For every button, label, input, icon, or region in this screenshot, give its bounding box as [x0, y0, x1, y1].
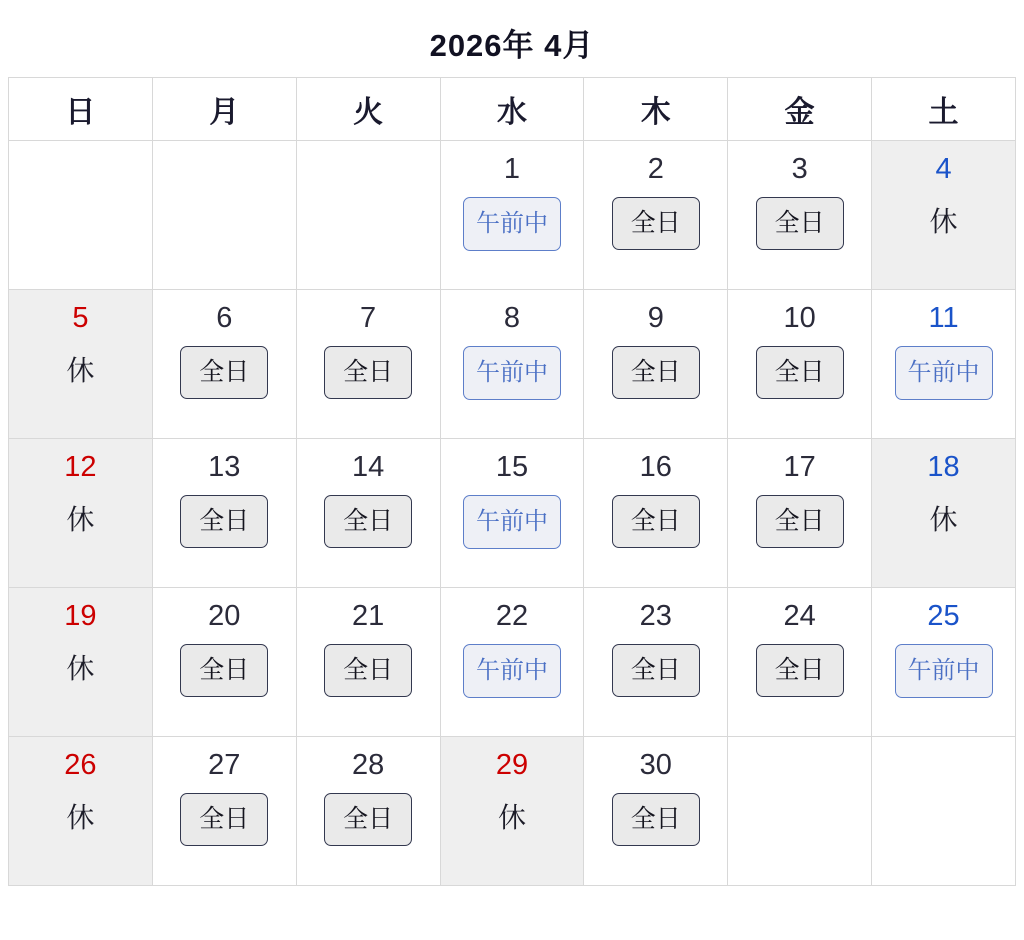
- allday-availability-badge[interactable]: 全日: [756, 495, 844, 548]
- morning-availability-badge[interactable]: 午前中: [895, 346, 993, 400]
- day-number: 13: [208, 451, 241, 483]
- weekday-header-mon: 月: [152, 78, 296, 141]
- day-number: 27: [208, 749, 241, 781]
- day-number: 12: [64, 451, 97, 483]
- calendar-day-cell[interactable]: [9, 737, 153, 886]
- allday-availability-badge[interactable]: 全日: [756, 346, 844, 399]
- day-number: 3: [791, 153, 808, 185]
- allday-availability-badge[interactable]: 全日: [324, 793, 412, 846]
- calendar-day-cell[interactable]: [584, 290, 728, 439]
- calendar-day-cell[interactable]: [440, 141, 584, 290]
- day-number: 30: [639, 749, 672, 781]
- calendar-week-row: [9, 439, 1016, 588]
- allday-availability-badge[interactable]: 全日: [612, 346, 700, 399]
- weekday-header-fri: 金: [728, 78, 872, 141]
- calendar-week-row: [9, 737, 1016, 886]
- calendar-day-cell[interactable]: [584, 737, 728, 886]
- calendar-day-cell[interactable]: [440, 439, 584, 588]
- calendar-day-cell[interactable]: [9, 439, 153, 588]
- slot-row: [153, 346, 296, 399]
- allday-availability-badge[interactable]: 全日: [612, 793, 700, 846]
- day-number: 11: [928, 302, 959, 334]
- slot-row: [584, 197, 727, 250]
- calendar-day-cell[interactable]: [872, 290, 1016, 439]
- closed-label: 休: [929, 504, 958, 535]
- day-number: 6: [216, 302, 233, 334]
- calendar-day-cell[interactable]: [152, 439, 296, 588]
- calendar-day-cell[interactable]: [9, 588, 153, 737]
- day-number: 14: [351, 451, 385, 483]
- calendar-day-cell[interactable]: [9, 290, 153, 439]
- slot-row: [728, 346, 871, 399]
- closed-label: 休: [929, 206, 958, 237]
- morning-availability-badge[interactable]: 午前中: [895, 644, 993, 698]
- weekday-header-sat: 土: [872, 78, 1016, 141]
- weekday-header-row: [9, 78, 1016, 141]
- calendar-empty-cell: [728, 737, 872, 886]
- slot-row: [584, 346, 727, 399]
- calendar-day-cell[interactable]: [584, 588, 728, 737]
- day-number: 18: [927, 451, 960, 483]
- weekday-header-thu: 木: [584, 78, 728, 141]
- day-number: 28: [351, 749, 385, 781]
- day-number: 17: [783, 451, 816, 483]
- closed-label: 休: [66, 355, 95, 386]
- slot-row: [441, 644, 584, 698]
- slot-row: [728, 197, 871, 250]
- allday-availability-badge[interactable]: 全日: [612, 197, 700, 250]
- calendar-day-cell[interactable]: [872, 588, 1016, 737]
- closed-label: 休: [66, 802, 95, 833]
- calendar-empty-cell: [152, 141, 296, 290]
- day-number: 2: [647, 153, 664, 185]
- day-number: 25: [927, 600, 960, 632]
- slot-row: [297, 793, 440, 846]
- allday-availability-badge[interactable]: 全日: [180, 346, 268, 399]
- calendar-day-cell[interactable]: [296, 588, 440, 737]
- calendar-week-row: [9, 141, 1016, 290]
- calendar-day-cell[interactable]: [872, 439, 1016, 588]
- day-number: 21: [351, 600, 385, 632]
- calendar-day-cell[interactable]: [440, 737, 584, 886]
- slot-row: [441, 495, 584, 549]
- calendar-day-cell[interactable]: [152, 588, 296, 737]
- allday-availability-badge[interactable]: 全日: [756, 197, 844, 250]
- day-number: 1: [503, 153, 521, 185]
- day-number: 20: [208, 600, 241, 632]
- day-number: 23: [639, 600, 672, 632]
- calendar-day-cell[interactable]: [584, 141, 728, 290]
- weekday-header-tue: 火: [296, 78, 440, 141]
- slot-row: [728, 495, 871, 548]
- calendar-day-cell[interactable]: [296, 290, 440, 439]
- allday-availability-badge[interactable]: 全日: [180, 644, 268, 697]
- calendar-day-cell[interactable]: [296, 737, 440, 886]
- calendar-table: [8, 77, 1016, 886]
- slot-row: [584, 644, 727, 697]
- day-number: 19: [64, 600, 97, 632]
- slot-row: [584, 793, 727, 846]
- slot-row: [584, 495, 727, 548]
- allday-availability-badge[interactable]: 全日: [612, 644, 700, 697]
- allday-availability-badge[interactable]: 全日: [756, 644, 844, 697]
- slot-row: [728, 644, 871, 697]
- allday-availability-badge[interactable]: 全日: [180, 793, 268, 846]
- calendar-day-cell[interactable]: [152, 290, 296, 439]
- day-number: 15: [495, 451, 529, 483]
- calendar-empty-cell: [872, 737, 1016, 886]
- slot-row: [872, 346, 1015, 400]
- day-number: 16: [639, 451, 672, 483]
- day-number: 5: [72, 302, 89, 334]
- morning-availability-badge[interactable]: 午前中: [463, 197, 561, 251]
- morning-availability-badge[interactable]: 午前中: [463, 495, 561, 549]
- allday-availability-badge[interactable]: 全日: [324, 346, 412, 399]
- morning-availability-badge[interactable]: 午前中: [463, 644, 561, 698]
- day-number: 4: [935, 153, 952, 185]
- slot-row: [297, 644, 440, 697]
- calendar-week-row: [9, 588, 1016, 737]
- calendar-week-row: [9, 290, 1016, 439]
- slot-row: [297, 495, 440, 548]
- calendar-title: 2026年 4月: [429, 28, 595, 63]
- day-number: 29: [495, 749, 529, 781]
- calendar-day-cell[interactable]: [728, 588, 872, 737]
- calendar-empty-cell: [296, 141, 440, 290]
- weekday-header-wed: 水: [440, 78, 584, 141]
- calendar-empty-cell: [9, 141, 153, 290]
- calendar-day-cell[interactable]: [440, 290, 584, 439]
- calendar-day-cell[interactable]: [440, 588, 584, 737]
- day-number: 24: [783, 600, 816, 632]
- closed-label: 休: [66, 653, 95, 684]
- day-number: 8: [503, 302, 521, 334]
- calendar-day-cell[interactable]: [728, 141, 872, 290]
- day-number: 22: [495, 600, 529, 632]
- slot-row: [441, 197, 584, 251]
- slot-row: [153, 644, 296, 697]
- slot-row: [153, 495, 296, 548]
- calendar-day-cell[interactable]: [296, 439, 440, 588]
- closed-label: 休: [66, 504, 95, 535]
- calendar-day-cell[interactable]: [872, 141, 1016, 290]
- allday-availability-badge[interactable]: 全日: [180, 495, 268, 548]
- allday-availability-badge[interactable]: 全日: [612, 495, 700, 548]
- day-number: 26: [64, 749, 97, 781]
- slot-row: [872, 644, 1015, 698]
- weekday-header-sun: 日: [9, 78, 153, 141]
- allday-availability-badge[interactable]: 全日: [324, 495, 412, 548]
- closed-label: 休: [497, 802, 526, 833]
- calendar-day-cell[interactable]: [584, 439, 728, 588]
- day-number: 7: [360, 302, 377, 334]
- morning-availability-badge[interactable]: 午前中: [463, 346, 561, 400]
- calendar-day-cell[interactable]: [728, 439, 872, 588]
- allday-availability-badge[interactable]: 全日: [324, 644, 412, 697]
- calendar-body: [9, 141, 1016, 886]
- day-number: 10: [783, 302, 816, 334]
- slot-row: [441, 346, 584, 400]
- slot-row: [153, 793, 296, 846]
- calendar-day-cell[interactable]: [728, 290, 872, 439]
- calendar-day-cell[interactable]: [152, 737, 296, 886]
- day-number: 9: [647, 302, 664, 334]
- slot-row: [297, 346, 440, 399]
